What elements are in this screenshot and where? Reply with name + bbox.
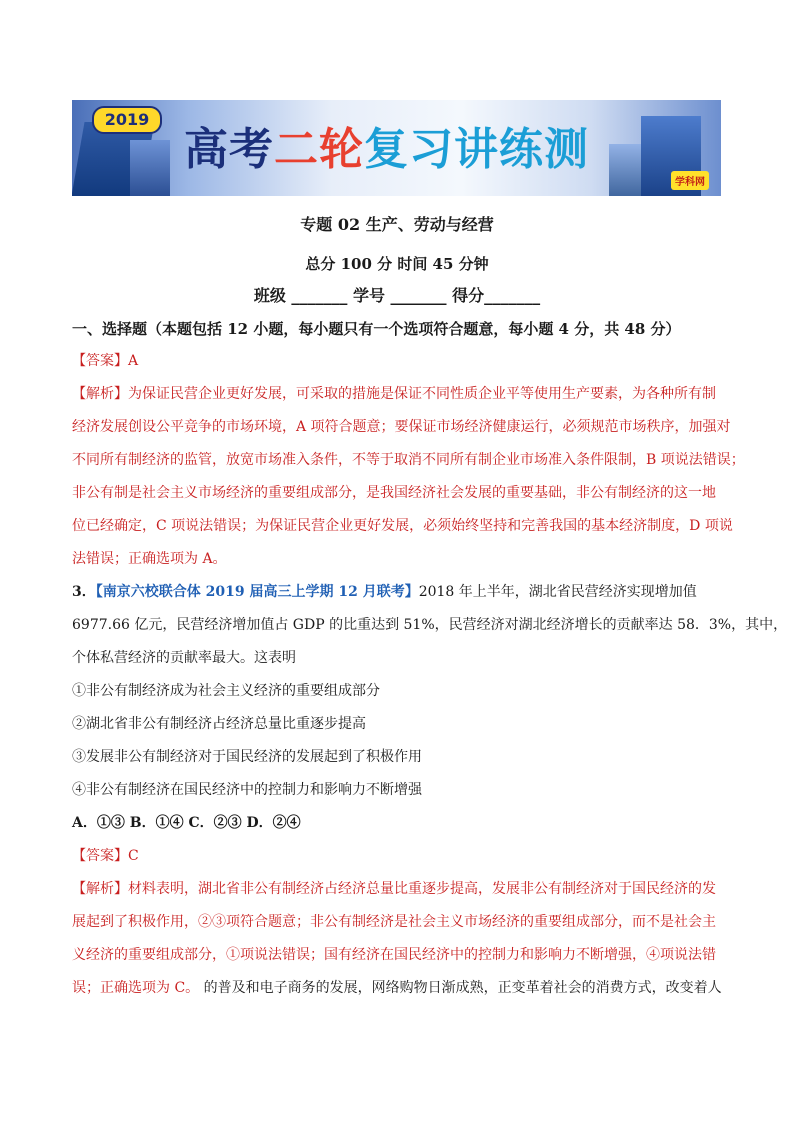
q3-last-line <box>72 977 722 999</box>
section-title: 一、选择题（本题包括 12 小题，每小题只有一个选项符合题意，每小题 4 分，共 48 分） <box>72 320 681 338</box>
banner-title-part2: 二轮 <box>274 124 364 175</box>
q3-option: ④非公有制经济在国民经济中的控制力和影响力不断增强 <box>72 782 422 798</box>
q3-answer: 【答案】C <box>72 848 139 864</box>
score-time: 总分 100 分 时间 45 分钟 <box>305 255 489 273</box>
building-graphic <box>130 140 170 196</box>
q3-choices: A．①③ B．①④ C．②③ D．②④ <box>72 815 301 831</box>
q3-stem-first-line <box>72 581 697 603</box>
q2-analysis-line: 不同所有制经济的监管，放宽市场准入条件，不等于取消不同所有制企业市场准入条件限制，B 项说法错误； <box>72 452 745 468</box>
subject-title: 专题 02 生产、劳动与经营 <box>300 215 494 234</box>
q3-option: ②湖北省非公有制经济占经济总量比重逐步提高 <box>72 716 366 732</box>
q2-analysis-line: 非公有制是社会主义市场经济的重要组成部分，是我国经济社会发展的重要基础，非公有制经济的这一地 <box>72 485 716 501</box>
class-info-line: 班级 _______ 学号 _______ 得分_______ <box>253 286 541 305</box>
q2-analysis-line: 位已经确定，C 项说法错误；为保证民营企业更好发展，必须始终坚持和完善我国的基本经济制度，D 项说 <box>72 518 733 534</box>
q3-stem-line: 6977.66 亿元，民营经济增加值占 GDP 的比重达到 51%，民营经济对湖北经济增长的贡献率达 58．3%，其中， <box>72 617 788 633</box>
q3-option: ①非公有制经济成为社会主义经济的重要组成部分 <box>72 683 380 699</box>
q3-option: ③发展非公有制经济对于国民经济的发展起到了积极作用 <box>72 749 422 765</box>
header-banner <box>72 100 721 196</box>
banner-title <box>184 122 589 178</box>
q3-analysis-line: 义经济的重要组成部分，①项说法错误；国有经济在国民经济中的控制力和影响力不断增强，④项说法错 <box>72 947 716 963</box>
q3-analysis-end: 误；正确选项为 C。 <box>72 980 200 996</box>
q3-analysis-line: 展起到了积极作用，②③项符合题意；非公有制经济是社会主义市场经济的重要组成部分，而不是社会主 <box>72 914 716 930</box>
q3-stem-line: 个体私营经济的贡献率最大。这表明 <box>72 650 296 666</box>
year-badge: 2019 <box>92 106 162 134</box>
banner-title-part3: 复习讲练测 <box>364 124 589 175</box>
q3-number: 3． <box>72 584 96 600</box>
next-question-fragment: 的普及和电子商务的发展，网络购物日渐成熟，正变革着社会的消费方式，改变着人 <box>199 980 722 996</box>
q3-source: 【南京六校联合体 2019 届高三上学期 12 月联考】 <box>95 584 419 600</box>
q2-answer: 【答案】A <box>72 353 139 369</box>
q3-stem-text: 2018 年上半年，湖北省民营经济实现增加值 <box>418 584 697 600</box>
q2-analysis-line: 法错误；正确选项为 A。 <box>72 551 227 567</box>
site-logo: 学科网 <box>671 171 709 190</box>
banner-title-part1: 高考 <box>184 124 274 175</box>
q2-analysis-line: 【解析】为保证民营企业更好发展，可采取的措施是保证不同性质企业平等使用生产要素，为各种所有制 <box>72 386 716 402</box>
q2-analysis-line: 经济发展创设公平竞争的市场环境，A 项符合题意；要保证市场经济健康运行，必须规范市场秩序，加强对 <box>72 419 731 435</box>
q3-analysis-line: 【解析】材料表明，湖北省非公有制经济占经济总量比重逐步提高，发展非公有制经济对于国民经济的发 <box>72 881 716 897</box>
